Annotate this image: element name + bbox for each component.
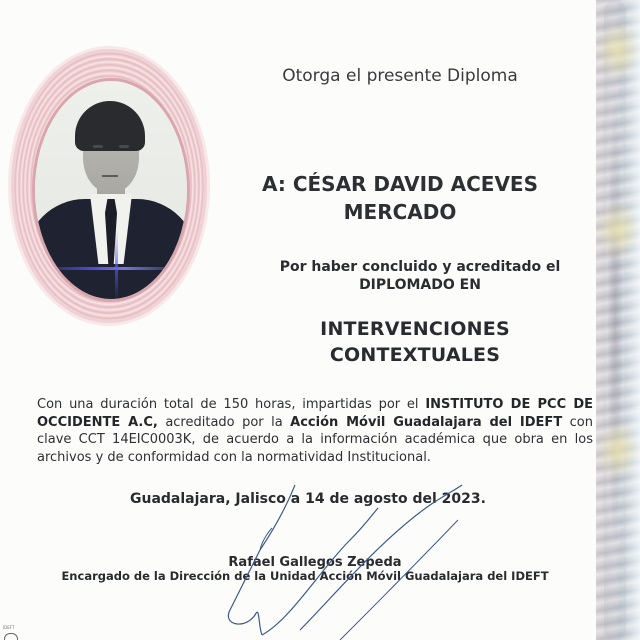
- course-title-line2: CONTEXTUALES: [329, 344, 501, 366]
- body-text-part: Con una duración total de 150 horas, impartidas por el: [37, 397, 426, 412]
- accreditor-name: Acción Móvil Guadalajara del IDEFT: [290, 414, 563, 430]
- body-text-part: acreditado por la: [157, 414, 291, 430]
- hologram-glow: [596, 200, 640, 260]
- recipient-name-line2: MERCADO: [343, 200, 457, 224]
- hologram-glow: [596, 420, 640, 480]
- security-band: [596, 0, 640, 640]
- reason-text: [230, 258, 610, 294]
- reason-line1: Por haber concluido y acreditado el: [279, 259, 561, 275]
- recipient-name: [230, 170, 570, 226]
- course-title-line1: INTERVENCIONES: [320, 318, 510, 340]
- institution-logo-icon: [4, 633, 18, 640]
- reason-line2: DIPLOMADO EN: [359, 277, 481, 293]
- hologram-strip: [35, 267, 185, 270]
- course-title: [230, 316, 600, 368]
- signer-name: Rafael Gallegos Zepeda: [228, 555, 402, 570]
- body-text-part: con clave CCT 14EIC0003K, de acuerdo a la información académica que obra en los archivos y de conformidad con la normatividad Institucional.: [37, 414, 593, 465]
- institute-name: INSTITUTO DE PCC DE OCCIDENTE A.C,: [37, 397, 593, 430]
- diploma-body: [37, 396, 593, 466]
- corner-mark: IDEFT: [3, 625, 15, 630]
- recipient-photo: [32, 78, 190, 302]
- recipient-name-line1: A: CÉSAR DAVID ACEVES: [262, 172, 538, 196]
- diploma-intro: Otorga el presente Diploma: [282, 66, 518, 86]
- date-line: Guadalajara, Jalisco a 14 de agosto del 2023.: [130, 491, 486, 507]
- hologram-glow: [596, 20, 640, 80]
- signer-role: Encargado de la Dirección de la Unidad Acción Móvil Guadalajara del IDEFT: [61, 569, 549, 583]
- hologram-strip: [115, 231, 118, 301]
